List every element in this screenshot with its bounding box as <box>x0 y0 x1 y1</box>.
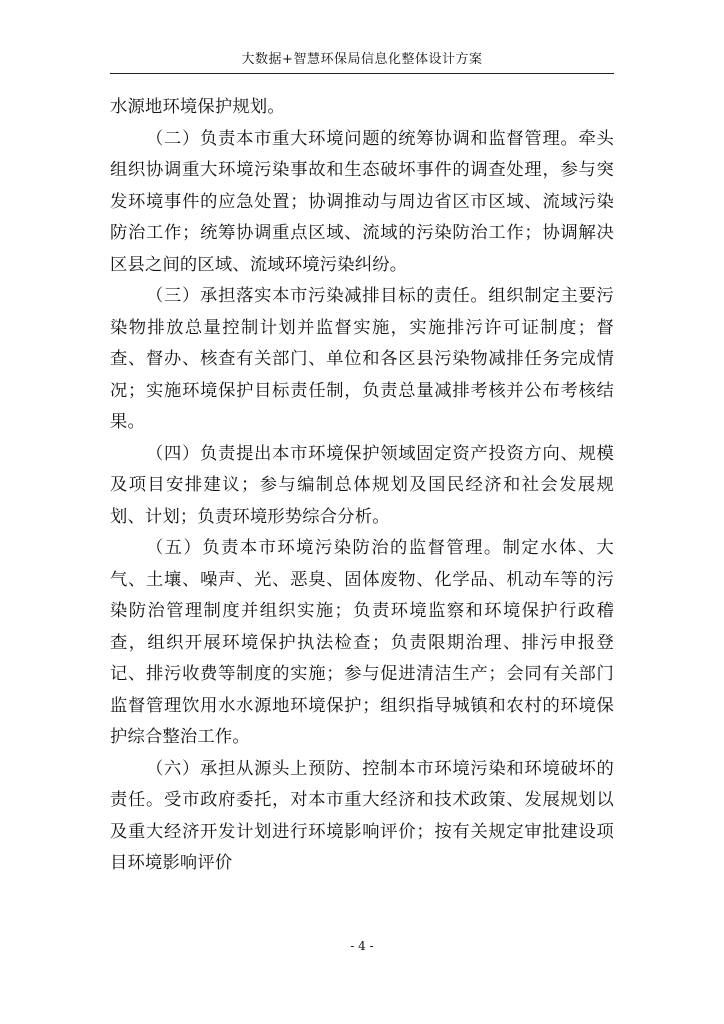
page-number: - 4 - <box>350 939 374 953</box>
paragraph-item-2: （二）负责本市重大环境问题的统筹协调和监督管理。牵头组织协调重大环境污染事故和生态破坏事件的调查处理，参与突发环境事件的应急处置；协调推动与周边省区市区域、流域污染防治工作；统筹协调重点区域、流域的污染防治工作；协调解决区县之间的区域、流域环境污染纠纷。 <box>110 128 614 275</box>
paragraph-continuation: 水源地环境保护规划。 <box>110 97 285 117</box>
paragraph-item-5: （五）负责本市环境污染防治的监督管理。制定水体、大气、土壤、噪声、光、恶臭、固体废物、化学品、机动车等的污染防治管理制度并组织实施；负责环境监察和环境保护行政稽查，组织开展环境保护执法检查；负责限期治理、排污申报登记、排污收费等制度的实施；参与促进清洁生产；会同有关部门监督管理饮用水水源地环境保护；组织指导城镇和农村的环境保护综合整治工作。 <box>110 538 614 747</box>
paragraph-item-3: （三）承担落实本市污染减排目标的责任。组织制定主要污染物排放总量控制计划并监督实施，实施排污许可证制度；督查、督办、核查有关部门、单位和各区县污染物减排任务完成情况；实施环境保护目标责任制，负责总量减排考核并公布考核结果。 <box>110 286 614 432</box>
document-body <box>110 92 614 880</box>
running-header: 大数据+智慧环保局信息化整体设计方案 <box>241 52 483 67</box>
paragraph-item-6: （六）承担从源头上预防、控制本市环境污染和环境破坏的责任。受市政府委托，对本市重大经济和技术政策、发展规划以及重大经济开发计划进行环境影响评价；按有关规定审批建设项目环境影响评价 <box>110 758 614 873</box>
paragraph-item-4: （四）负责提出本市环境保护领域固定资产投资方向、规模及项目安排建议；参与编制总体规划及国民经济和社会发展规划、计划；负责环境形势综合分析。 <box>110 443 614 527</box>
header-divider <box>110 73 614 74</box>
